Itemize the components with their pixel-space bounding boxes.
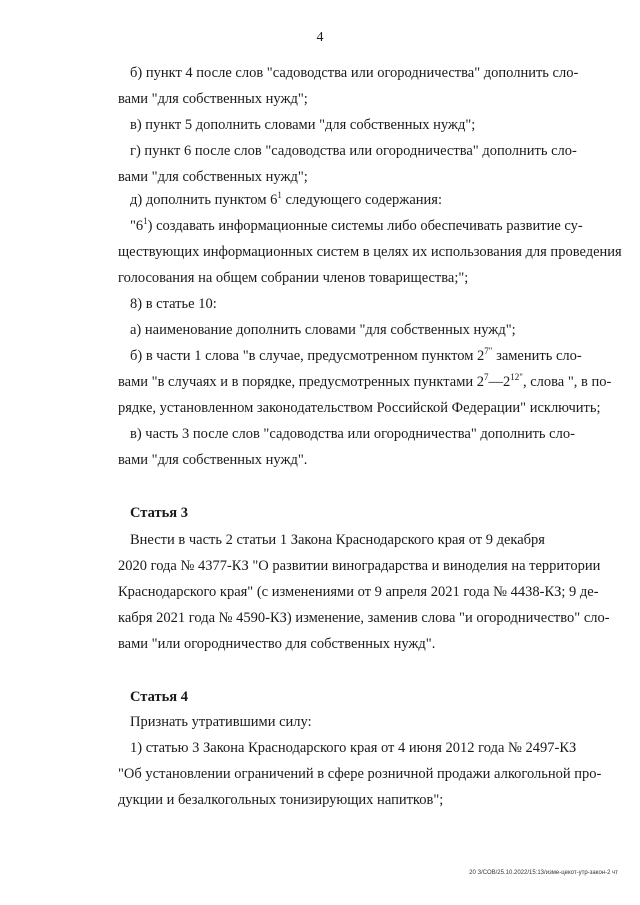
text-line: 1) статью 3 Закона Краснодарского края от 4 июня 2012 года № 2497-КЗ	[130, 740, 577, 756]
text-segment: д) дополнить пунктом 6	[130, 192, 278, 208]
article-heading: Статья 4	[130, 689, 188, 705]
text-line: вами "или огородничество для собственных нужд".	[118, 636, 436, 652]
text-line: а) наименование дополнить словами "для собственных нужд";	[130, 322, 516, 338]
text-line: Признать утратившими силу:	[130, 714, 312, 730]
text-line: кабря 2021 года № 4590-КЗ) изменение, заменив слова "и огородничество" сло-	[118, 610, 610, 626]
text-line: дукции и безалкогольных тонизирующих напитков";	[118, 792, 444, 808]
text-line: г) пункт 6 после слов "садоводства или огородничества" дополнить сло-	[130, 143, 577, 159]
text-line	[130, 346, 582, 364]
text-line: б) пункт 4 после слов "садоводства или огородничества" дополнить сло-	[130, 65, 579, 81]
superscript: 7	[484, 372, 489, 383]
text-line: в) часть 3 после слов "садоводства или огородничества" дополнить сло-	[130, 426, 575, 442]
text-segment: —2	[488, 374, 511, 390]
text-line: вами "для собственных нужд";	[118, 91, 308, 107]
text-line	[130, 190, 522, 208]
text-line	[118, 372, 612, 390]
text-line: рядке, установленном законодательством Российской Федерации" исключить;	[118, 400, 601, 416]
text-segment: заменить сло-	[492, 348, 582, 364]
text-line: вами "для собственных нужд".	[118, 452, 308, 468]
text-line: голосования на общем собрании членов товарищества;";	[118, 270, 469, 286]
text-line	[130, 216, 583, 234]
text-line: ществующих информационных систем в целях их использования для проведения	[118, 244, 622, 260]
superscript: 1	[277, 190, 282, 201]
article-heading: Статья 3	[130, 505, 188, 521]
text-segment: следующего содержания:	[281, 192, 442, 208]
text-line: 8) в статье 10:	[130, 296, 217, 312]
text-segment: ) создавать информационные системы либо обеспечивать развитие су-	[147, 218, 583, 234]
text-line: Внести в часть 2 статьи 1 Закона Краснодарского края от 9 декабря	[130, 532, 545, 548]
text-line: 2020 года № 4377-КЗ "О развитии виноградарства и виноделия на территории	[118, 558, 601, 574]
text-line: "Об установлении ограничений в сфере розничной продажи алкогольной про-	[118, 766, 602, 782]
document-footer-code: 20 З/СОВ/25.10.2022/15:13/изме-цекот-утр-закон-2 чт	[469, 870, 618, 876]
text-line: вами "для собственных нужд";	[118, 169, 308, 185]
text-segment: б) в части 1 слова "в случае, предусмотренном пунктом 2	[130, 348, 485, 364]
text-line: в) пункт 5 дополнить словами "для собственных нужд";	[130, 117, 476, 133]
text-segment: "6	[130, 218, 144, 234]
page-number: 4	[316, 30, 324, 45]
superscript: 1	[143, 216, 148, 227]
text-segment: , слова ", в по-	[522, 374, 612, 390]
text-line: Краснодарского края" (с изменениями от 9 апреля 2021 года № 4438-КЗ; 9 де-	[118, 584, 599, 600]
text-segment: вами "в случаях и в порядке, предусмотренных пунктами 2	[118, 374, 485, 390]
superscript: 7"	[484, 346, 493, 357]
superscript: 12"	[510, 372, 523, 383]
